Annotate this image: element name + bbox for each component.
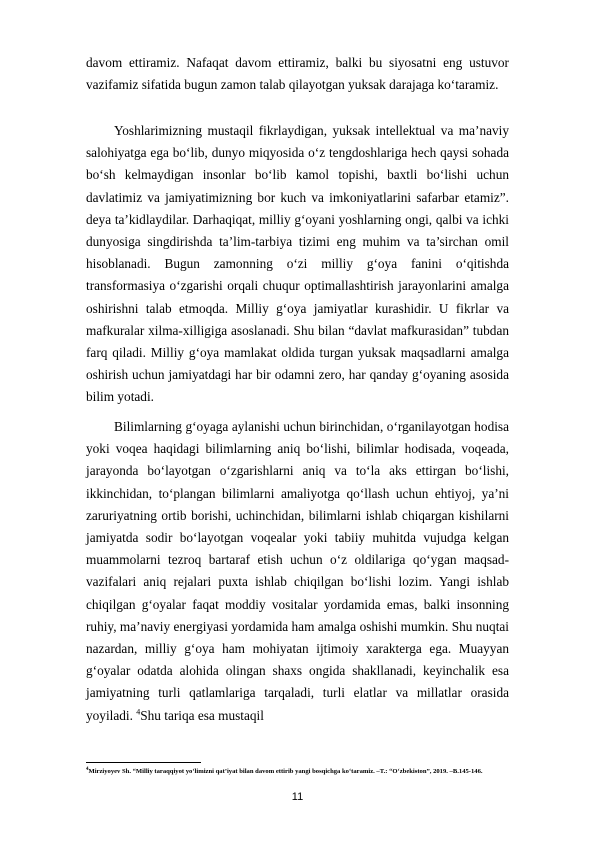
- paragraph-3-body: [86, 416, 509, 727]
- footnote: [86, 765, 509, 776]
- paragraph-2: [86, 120, 509, 409]
- page-number: 11: [291, 791, 304, 803]
- paragraph-2-text: Yoshlarimizning mustaqil fikrlaydigan, yuksak intellektual va ma’naviy salohiyatga ega bo‘lib, dunyo miqyosida o‘z tengdoshlariga hech qaysi sohada bo‘sh kelmaydigan insonlar bo‘lib kamol topishi, baxtli bo‘lishi uchun davlatimiz va jamiyatimizning bor kuch va imkoniyatlarini safarbar etamiz”. deya ta’kidlaydilar. Darhaqiqat, milliy g‘oyani yoshlarning ongi, qalbi va ichki dunyosiga singdirishda ta’lim-tarbiya tizimi eng muhim va ta’sirchan omil hisoblanadi. Bugun zamonning o‘zi milliy g‘oya fanini o‘qitishda transformasiya o‘zgarishi orqali chuqur optimallashtirish jarayonlarini amalga oshirishni talab etmoqda. Milliy g‘oya jamiyatlar kurashidir. U fikrlar va mafkuralar xilma-xilligiga asoslanadi. Shu bilan “davlat mafkurasidan” tubdan farq qiladi. Milliy g‘oya mamlakat oldida turgan yuksak maqsadlarni amalga oshirish uchun jamiyatdagi har bir odamni zero, har qanday g‘oyaning asosida bilim yotadi.: [86, 123, 509, 405]
- footnote-reference[interactable]: 4: [136, 707, 141, 717]
- footnote-number: 4: [86, 767, 89, 772]
- footnote-separator: [86, 762, 201, 763]
- paragraph-1-text: davom ettiramiz. Nafaqat davom ettiramiz, balki bu siyosatni eng ustuvor vazifamiz sifatida bugun zamon talab qilayotgan yuksak darajaga ko‘taramiz.: [86, 55, 509, 93]
- paragraph-3-tail: Shu tariqa esa mustaqil: [140, 707, 264, 723]
- paragraph-3-text: Bilimlarning g‘oyaga aylanishi uchun birinchidan, o‘rganilayotgan hodisa yoki voqea haqidagi bilimlarning aniq bo‘lishi, bilimlar hodisada, voqeada, jarayonda bo‘layotgan o‘zgarishlarni aniq va to‘la aks ettirgan bo‘lishi, ikkinchidan, to‘plangan bilimlarni amaliyotga qo‘llash uchun ehtiyoj, ya’ni zaruriyatning ortib borishi, uchinchidan, bilimlarni ishlab chiqargan kishilarni jamiyatda sodir bo‘layotgan voqealar yoki tabiiy muhitda vujudga kelgan muammolarni tezroq bartaraf etish uchun o‘z oldilariga qo‘ygan maqsad-vazifalari aniq rejalari puxta ishlab chiqilgan bo‘lishi lozim. Yangi ishlab chiqilgan g‘oyalar faqat moddiy vositalar yordamida emas, balki insonning ruhiy, ma’naviy energiyasi yordamida ham amalga oshishi mumkin. Shu nuqtai nazardan, milliy g‘oya ham mohiyatan ijtimoiy xarakterga ega. Muayyan g‘oyalar odatda alohida olingan shaxs ongida shakllanadi, keyinchalik esa jamiyatning turli qatlamlariga tarqaladi, turli elatlar va millatlar orasida yoyiladi.: [86, 419, 509, 723]
- paragraph-3: [86, 416, 509, 727]
- footnote-text: Mirziyoyev Sh. “Milliy taraqqiyot yo‘limizni qat’iyat bilan davom ettirib yangi bosqichga ko‘taramiz. –T.: “O‘zbekiston”, 2019. –B.145-146.: [88, 768, 483, 776]
- paragraph-1: [86, 52, 509, 96]
